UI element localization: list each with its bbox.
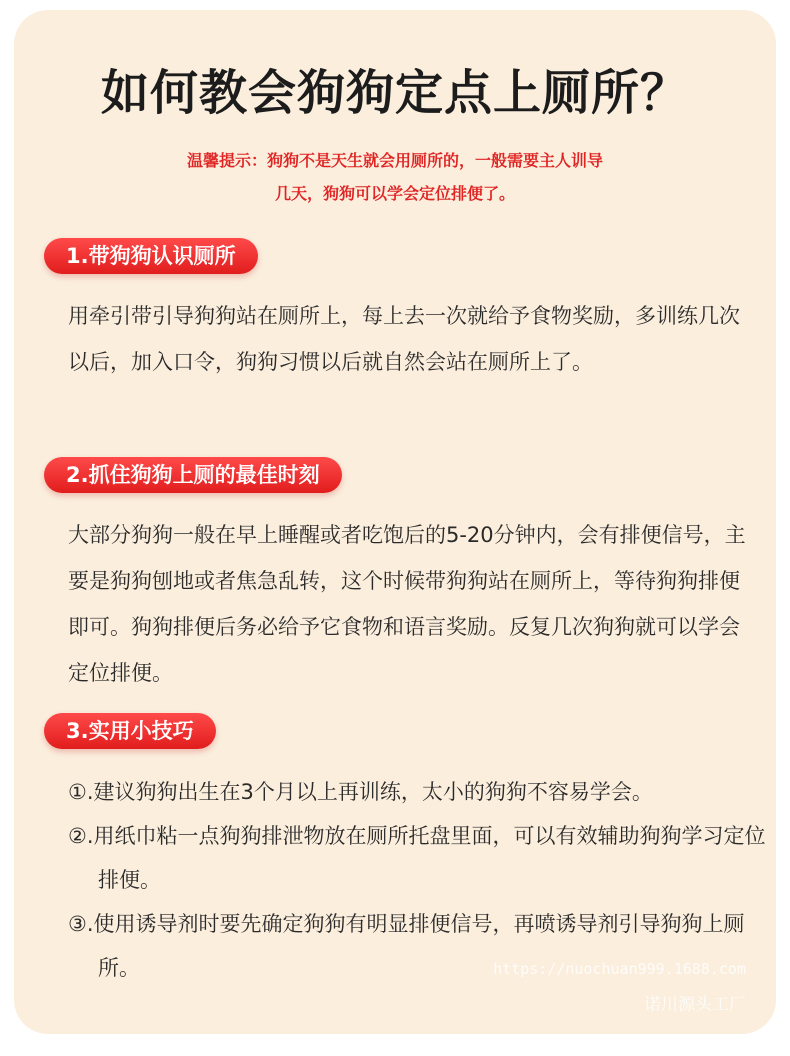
section-1-body: 用牵引带引导狗狗站在厕所上，每上去一次就给予食物奖励，多训练几次以后，加入口令，狗狗习惯以后就自然会站在厕所上了。 <box>68 304 740 374</box>
page-title: 如何教会狗狗定点上厕所？ <box>100 65 689 121</box>
section-2-heading: 2.抓住狗狗上厕的最佳时刻 <box>44 457 342 493</box>
section-3-heading: 3.实用小技巧 <box>44 713 216 749</box>
tip-line-1: 温馨提示：狗狗不是天生就会用厕所的，一般需要主人训导 <box>186 151 603 170</box>
tip-line-2: 几天，狗狗可以学会定位排便了。 <box>274 184 515 203</box>
tip-item-3: ③.使用诱导剂时要先确定狗狗有明显排便信号，再喷诱导剂引导狗狗上厕所。 <box>68 912 745 980</box>
section-1-heading: 1.带狗狗认识厕所 <box>44 238 258 274</box>
section-2-body: 大部分狗狗一般在早上睡醒或者吃饱后的5-20分钟内，会有排便信号，主要是狗狗刨地或者焦急乱转，这个时候带狗狗站在厕所上，等待狗狗排便即可。狗狗排便后务必给予它食物和语言奖励。反复几次狗狗就可以学会定位排便。 <box>68 523 746 685</box>
tip-item-2: ②.用纸巾粘一点狗狗排泄物放在厕所托盘里面，可以有效辅助狗狗学习定位排便。 <box>68 824 766 892</box>
tip-item-1: ①.建议狗狗出生在3个月以上再训练，太小的狗狗不容易学会。 <box>68 780 653 804</box>
watermark-name: 诺川源头工厂 <box>644 995 746 1015</box>
watermark-url: https://nuochuan999.1688.com <box>493 960 746 978</box>
